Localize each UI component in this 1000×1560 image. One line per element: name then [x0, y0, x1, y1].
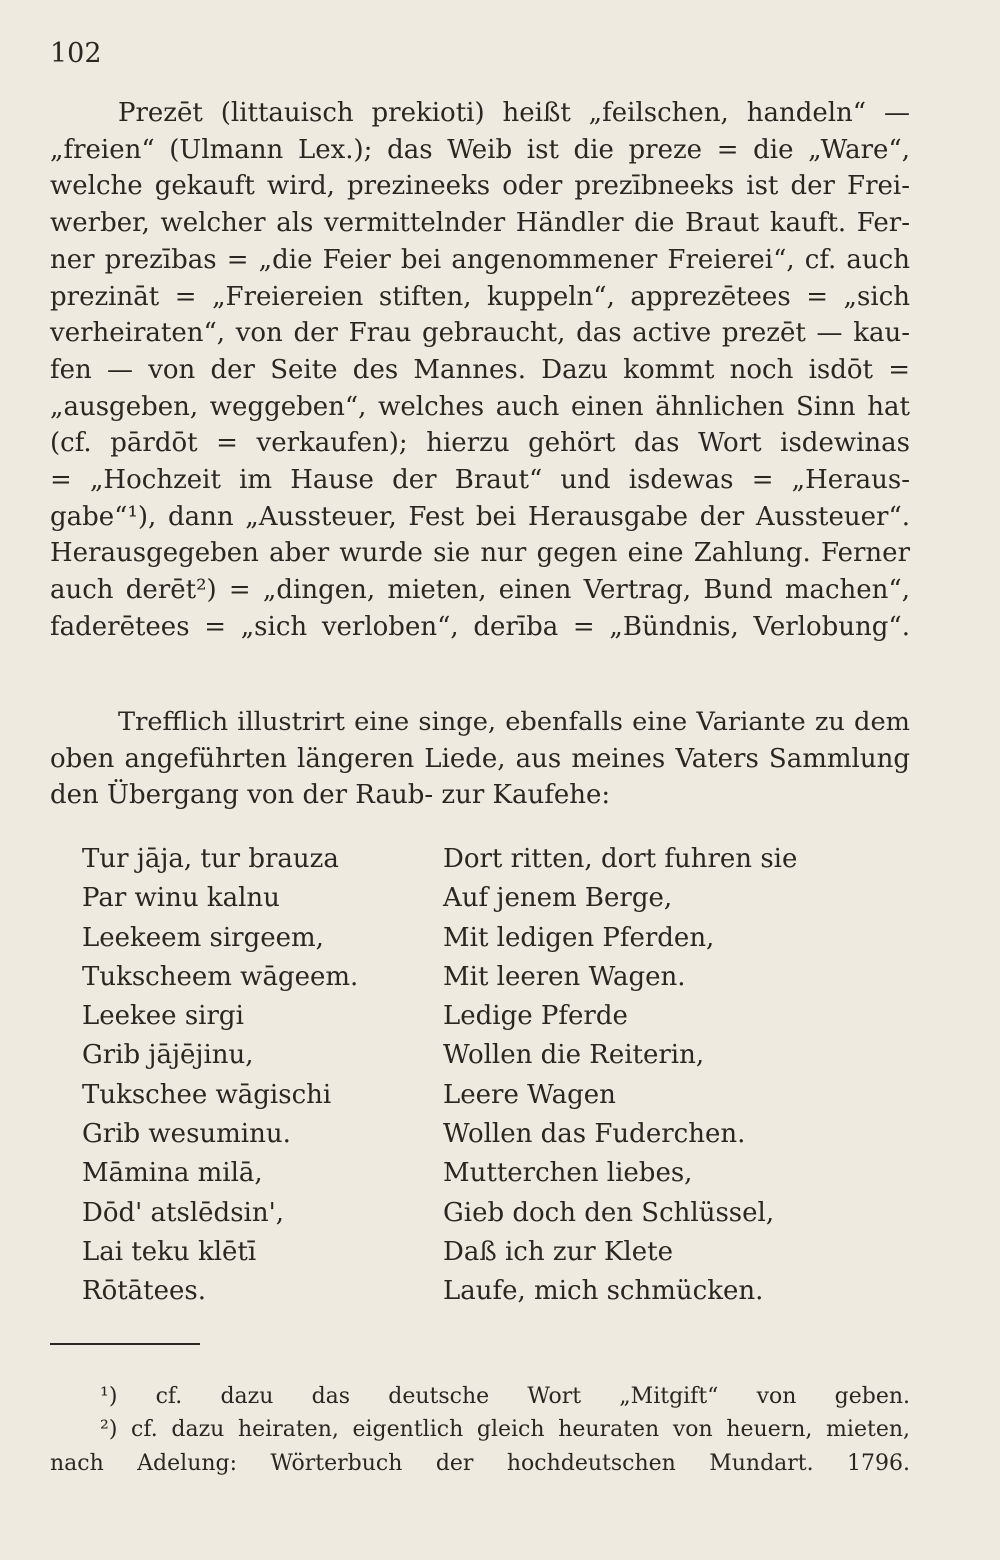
verse-line: Leekeem sirgeem,	[82, 922, 324, 953]
verse-line: Tukschee wāgischi	[82, 1079, 332, 1110]
paragraph-etymology	[50, 95, 910, 646]
verse-line: Laufe, mich schmücken.	[443, 1276, 764, 1307]
verse-line: Wollen das Fuderchen.	[443, 1119, 746, 1150]
text-line: den Übergang von der Raub- zur Kaufehe:	[50, 780, 611, 811]
verse-line: Auf jenem Berge,	[443, 883, 673, 914]
text-line: „ausgeben, weggeben“, welches auch einen ähnlichen Sinn hat	[50, 391, 910, 422]
text-line: fen — von der Seite des Mannes. Dazu kommt noch isdōt =	[50, 354, 910, 385]
verse-line: Ledige Pferde	[443, 1001, 628, 1032]
verse-line: Tukscheem wāgeem.	[82, 961, 359, 992]
text-line: faderētees = „sich verloben“, derība = „Bündnis, Verlobung“.	[50, 611, 910, 642]
verse-line: Daß ich zur Klete	[443, 1236, 673, 1267]
text-line: Prezēt (littauisch prekioti) heißt „feilschen, handeln“ —	[118, 98, 910, 128]
verse-line: Māmina milā,	[82, 1158, 263, 1189]
verse-line: Lai teku klētī	[82, 1236, 257, 1267]
footnote-1	[50, 1380, 910, 1414]
text-line: oben angeführten längeren Liede, aus meines Vaters Sammlung	[50, 743, 910, 774]
footnote-line: ²) cf. dazu heiraten, eigentlich gleich heuraten von heuern, mieten,	[100, 1417, 910, 1442]
text-line: Herausgegeben aber wurde sie nur gegen eine Zahlung. Ferner	[50, 538, 910, 569]
text-line: (cf. pārdōt = verkaufen); hierzu gehört das Wort isdewinas	[50, 428, 910, 459]
verse-line: Par winu kalnu	[82, 883, 280, 914]
text-line: prezināt = „Freiereien stiften, kuppeln“, apprezētees = „sich	[50, 281, 910, 312]
paragraph-intro-song	[50, 704, 910, 814]
verse-line: Dōd' atslēdsin',	[82, 1197, 285, 1228]
verse-line: Leekee sirgi	[82, 1001, 244, 1032]
page-number: 102	[50, 38, 102, 69]
text-line: Trefflich illustrirt eine singe, ebenfalls eine Variante zu dem	[118, 707, 910, 737]
text-line: ner prezības = „die Feier bei angenommener Freierei“, cf. auch	[50, 244, 910, 275]
verse-german	[443, 840, 797, 1312]
text-line: gabe“¹), dann „Aussteuer, Fest bei Herausgabe der Aussteuer“.	[50, 501, 910, 532]
verse-line: Grib jājējinu,	[82, 1040, 254, 1071]
verse-line: Tur jāja, tur brauza	[82, 844, 339, 874]
footnote-line: ¹) cf. dazu das deutsche Wort „Mitgift“ von geben.	[100, 1384, 910, 1409]
footnote-2	[50, 1413, 910, 1481]
verse-line: Wollen die Reiterin,	[443, 1040, 705, 1071]
verse-line: Mutterchen liebes,	[443, 1158, 693, 1189]
text-line: werber, welcher als vermittelnder Händler die Braut kauft. Fer-	[50, 208, 910, 239]
text-line: „freien“ (Ulmann Lex.); das Weib ist die preze = die „Ware“,	[50, 134, 910, 165]
text-line: auch derēt²) = „dingen, mieten, einen Vertrag, Bund machen“,	[50, 575, 910, 606]
verse-line: Leere Wagen	[443, 1079, 616, 1110]
footnote-line: nach Adelung: Wörterbuch der hochdeutschen Mundart. 1796.	[50, 1451, 910, 1476]
text-line: verheiraten“, von der Frau gebraucht, das active prezēt — kau-	[50, 318, 910, 349]
verse-line: Grib wesuminu.	[82, 1119, 291, 1150]
verse-line: Dort ritten, dort fuhren sie	[443, 844, 798, 874]
text-line: welche gekauft wird, prezineeks oder prezībneeks ist der Frei-	[50, 171, 910, 202]
verse-line: Gieb doch den Schlüssel,	[443, 1197, 775, 1228]
verse-line: Rōtātees.	[82, 1276, 207, 1307]
verse-latvian	[82, 840, 358, 1312]
verse-line: Mit leeren Wagen.	[443, 961, 686, 992]
verse-line: Mit ledigen Pferden,	[443, 922, 715, 953]
text-line: = „Hochzeit im Hause der Braut“ und isdewas = „Heraus-	[50, 465, 910, 496]
footnote-divider	[50, 1343, 200, 1345]
